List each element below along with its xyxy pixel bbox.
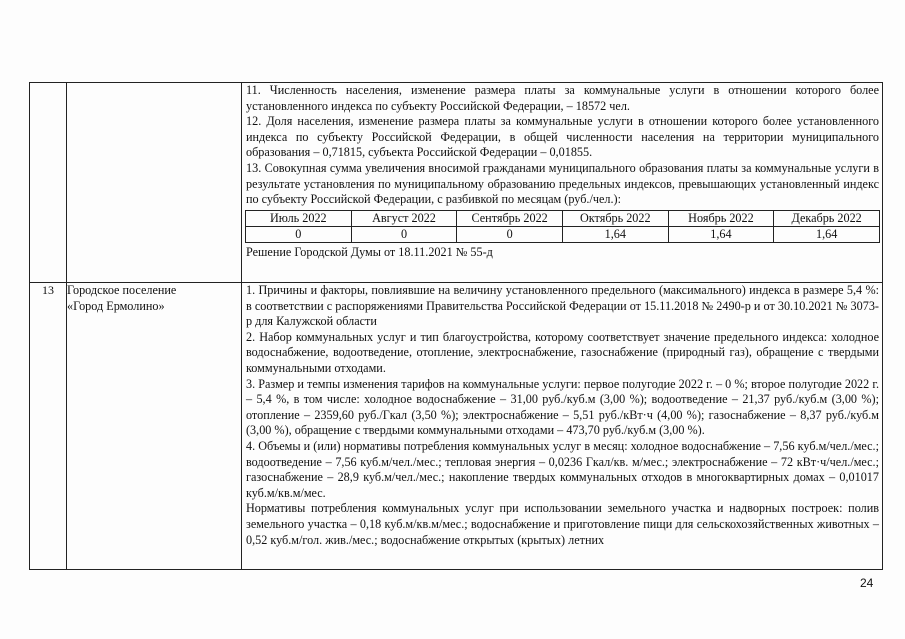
paragraph-12: 12. Доля населения, изменение размера платы за коммунальные услуги в отношении которого более установленного индекса по субъекту Российской Федерации, в общей численности населения на территории муниципального образования – 0,71815, субъекта Российской Федерации – 0,01855. <box>246 114 879 160</box>
month-header: Июль 2022 <box>246 210 352 226</box>
months-value-row <box>246 226 880 242</box>
details-cell <box>242 283 883 570</box>
row-number: 13 <box>30 283 67 570</box>
month-header: Декабрь 2022 <box>774 210 880 226</box>
paragraph-4: 4. Объемы и (или) нормативы потребления коммунальных услуг в месяц: холодное водоснабжение – 7,56 куб.м/чел./мес.; водоотведение – 7,56 куб.м/чел./мес.; тепловая энергия – 0,0236 Гкал/кв. м/мес.; электроснабжение – 72 кВт·ч/чел./мес.; газоснабжение – 28,9 куб.м/чел./мес.; накопление твердых коммунальных отходов в многоквартирных домах – 0,01017 куб.м/кв.м/мес. <box>246 438 879 500</box>
paragraph-3: 3. Размер и темпы изменения тарифов на коммунальные услуги: первое полугодие 2022 г. – 0 %; второе полугодие 2022 г. – 5,4 %, в том числе: холодное водоснабжение – 31,00 руб./куб.м (3,00 %); водоотведение – 21,37 руб./куб.м (3,00 %); отопление – 2359,60 руб./Гкал (3,50 %); электроснабжение – 5,51 руб./кВт·ч (4,00 %); газоснабжение – 8,37 руб./куб.м (3,00 %), обращение с твердыми коммунальными отходами – 473,70 руб./куб.м (3,00 %). <box>246 376 879 438</box>
month-value: 1,64 <box>562 226 668 242</box>
details-cell <box>242 83 883 283</box>
paragraph-1: 1. Причины и факторы, повлиявшие на величину установленного предельного (максимального) индекса в размере 5,4 %: в соответствии с распоряжениями Правительства Российской Федерации от 15.11.2018 № 2490-р и от 30.10.2021 № 3073-р для Калужской области <box>246 283 879 329</box>
month-header: Сентябрь 2022 <box>457 210 563 226</box>
municipality-name-cell <box>67 283 242 570</box>
municipal-index-table <box>29 82 883 570</box>
month-header: Август 2022 <box>351 210 457 226</box>
table-row <box>30 283 883 570</box>
paragraph-norms: Нормативы потребления коммунальных услуг при использовании земельного участка и надворных построек: полив земельного участка – 0,18 куб.м/кв.м/мес.; водоснабжение и приготовление пищи для сельскохозяйственных животных – 0,52 куб.м/гол. жив./мес.; водоснабжение открытых (крытых) летних <box>246 501 879 547</box>
month-value: 1,64 <box>668 226 774 242</box>
page-number: 24 <box>860 576 874 590</box>
month-value: 0 <box>246 226 352 242</box>
table-row <box>30 83 883 283</box>
paragraph-13: 13. Совокупная сумма увеличения вносимой гражданами муниципального образования платы за коммунальные услуги в результате установления по муниципальному образованию предельных индексов, превышающих установленный индекс по субъекту Российской Федерации, с разбивкой по месяцам (руб./чел.): <box>246 160 879 207</box>
document-table-region <box>29 82 882 570</box>
municipality-name-line2: «Город Ермолино» <box>67 298 165 313</box>
months-header-row <box>246 210 880 226</box>
municipality-name-cell <box>67 83 242 283</box>
month-value: 0 <box>457 226 563 242</box>
row-number-cell <box>30 83 67 283</box>
municipality-name-line1: Городское поселение <box>67 283 177 297</box>
month-value: 1,64 <box>774 226 880 242</box>
paragraph-2: 2. Набор коммунальных услуг и тип благоустройства, которому соответствует значение предельного индекса: холодное водоснабжение, водоотведение, отопление, электроснабжение, газоснабжение (природный газ), обращение с твердыми коммунальными отходами. <box>246 329 879 375</box>
monthly-increase-table <box>245 210 880 243</box>
paragraph-11: 11. Численность населения, изменение размера платы за коммунальные услуги в отношении которого более установленного индекса по субъекту Российской Федерации, – 18572 чел. <box>246 83 879 113</box>
month-header: Октябрь 2022 <box>562 210 668 226</box>
decision-reference: Решение Городской Думы от 18.11.2021 № 55-д <box>246 244 493 259</box>
month-value: 0 <box>351 226 457 242</box>
month-header: Ноябрь 2022 <box>668 210 774 226</box>
